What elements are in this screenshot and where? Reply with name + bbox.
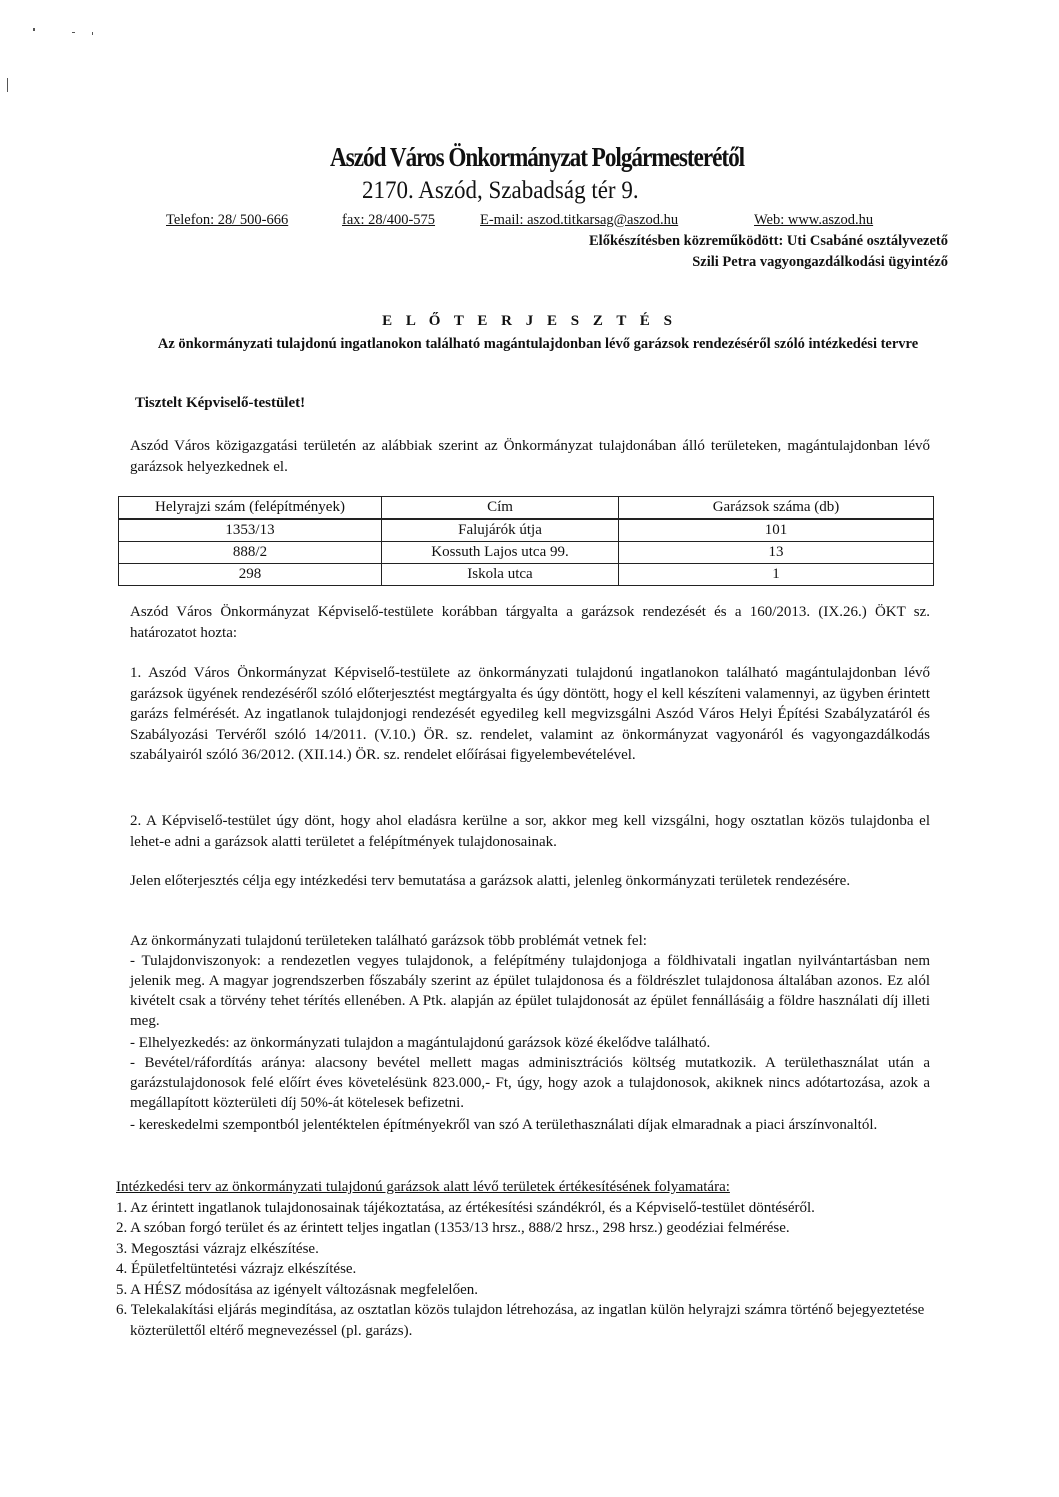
table-row xyxy=(119,542,934,564)
scan-artifact xyxy=(7,78,8,92)
table-cell: 13 xyxy=(619,542,934,564)
table-cell: 1 xyxy=(619,564,934,586)
phone-text: Telefon: 28/ 500-666 xyxy=(166,212,289,228)
table-header-cell: Helyrajzi szám (felépítmények) xyxy=(119,497,382,520)
action-plan-item: 6. Telekalakítási eljárás megindítása, az osztatlan közös tulajdon létrehozása, az ingatlan külön helyrajzi számra történő bejegyeztetése közterülettől eltérő megnevezéssel (pl. garázs). xyxy=(116,1302,925,1339)
salutation: Tisztelt Képviselő-testület! xyxy=(135,395,306,411)
document-subject: Az önkormányzati tulajdonú ingatlanokon található magántulajdonban lévő garázsok rendezéséről szóló intézkedési tervre xyxy=(157,336,919,352)
purpose-paragraph: Jelen előterjesztés célja egy intézkedési terv bemutatása a garázsok alatti, jelenleg önkormányzati területek rendezésére. xyxy=(130,873,851,889)
action-plan-item: 4. Épületfeltüntetési vázrajz elkészítése. xyxy=(116,1261,357,1277)
problem-location: - Elhelyezkedés: az önkormányzati tulajdon a magántulajdonú garázsok közé ékelődve található. xyxy=(130,1035,711,1051)
table-header-cell: Garázsok száma (db) xyxy=(619,497,934,520)
email-link[interactable]: E-mail: aszod.titkarsag@aszod.hu xyxy=(480,212,679,228)
garages-table xyxy=(118,496,934,586)
table-header-cell: Cím xyxy=(382,497,619,520)
table-row xyxy=(119,519,934,542)
scan-artifact xyxy=(92,32,93,35)
table-cell: Kossuth Lajos utca 99. xyxy=(382,542,619,564)
letterhead-title: Aszód Város Önkormányzat Polgármesterétől xyxy=(330,142,745,172)
table-cell: 101 xyxy=(619,519,934,542)
action-plan-item: 2. A szóban forgó terület és az érintett teljes ingatlan (1353/13 hrsz., 888/2 hrsz., 298 hrsz.) geodéziai felmérése. xyxy=(116,1220,790,1236)
prior-resolution-paragraph: Aszód Város Önkormányzat Képviselő-testülete korábban tárgyalta a garázsok rendezését és a 160/2013. (IX.26.) ÖKT sz. határozatot hozta: xyxy=(130,604,930,641)
decision-2-paragraph: 2. A Képviselő-testület úgy dönt, hogy ahol eladásra kerülne a sor, akkor meg kell vizsgálni, hogy osztatlan közös tulajdonba el lehet-e adni a garázsok alatti területet a felépítmények tulajdonosainak. xyxy=(130,813,930,850)
problem-ownership: - Tulajdonviszonyok: a rendezetlen vegyes tulajdonok, a felépítmény tulajdonjoga a földhivatali ingatlan nyilvántartásban nem jelenik meg. A magyar jogrendszerben főszabály szerint az épület tulajdonosa és a földrészlet tulajdonosa általában azonos. Ez alól kivételt csak a törvény tehet térítés ellenében. A Ptk. alapján az épület tulajdonosát az épület fennállásáig a földre használati díj illeti meg. xyxy=(130,953,930,1029)
letterhead-address: 2170. Aszód, Szabadság tér 9. xyxy=(362,177,639,204)
table-cell: 1353/13 xyxy=(119,519,382,542)
action-plan xyxy=(116,1177,956,1341)
prepared-by-line-2: Szili Petra vagyongazdálkodási ügyintéző xyxy=(692,254,948,270)
prepared-by-line-1: Előkészítésben közreműködött: Uti Csabáné osztályvezető xyxy=(589,233,948,249)
problem-commercial: - kereskedelmi szempontból jelentéktelen építményekről van szó A területhasználati díjak elmaradnak a piaci árszínvonaltól. xyxy=(130,1117,878,1133)
problems-intro: Az önkormányzati tulajdonú területeken található garázsok több problémát vetnek fel: xyxy=(130,933,647,949)
problem-revenue: - Bevétel/ráfordítás aránya: alacsony bevétel mellett magas adminisztrációs költség mutatkozik. A területhasználat után a garázstulajdonosok felé előírt éves követelésünk 823.000,- Ft, úgy, hogy azok a tulajdonosok, akiknek nincs adótartozása, azok a megállapított közterületi díj 50%-át kötelesek befizetni. xyxy=(130,1055,930,1111)
document-type-heading: E L Ő T E R J E S Z T É S xyxy=(382,313,677,329)
table-row xyxy=(119,564,934,586)
intro-paragraph: Aszód Város közigazgatási területén az alábbiak szerint az Önkormányzat tulajdonában álló területeken, magántulajdonban lévő garázsok helyezkednek el. xyxy=(130,438,930,475)
scan-artifact xyxy=(72,32,75,33)
fax-text: fax: 28/400-575 xyxy=(342,212,436,228)
table-cell: Iskola utca xyxy=(382,564,619,586)
action-plan-item: 3. Megosztási vázrajz elkészítése. xyxy=(116,1240,319,1257)
table-cell: 298 xyxy=(119,564,382,586)
action-plan-item: 1. Az érintett ingatlanok tulajdonosainak tájékoztatása, az értékesítési szándékról, és a Képviselő-testület döntéséről. xyxy=(116,1199,815,1216)
scan-artifact xyxy=(33,28,35,31)
action-plan-heading: Intézkedési terv az önkormányzati tulajdonú garázsok alatt lévő területek értékesítésének folyamatára: xyxy=(116,1179,730,1195)
table-header-row xyxy=(119,497,934,520)
table-cell: Falujárók útja xyxy=(382,519,619,542)
decision-1-paragraph: 1. Aszód Város Önkormányzat Képviselő-testülete az önkormányzati tulajdonú ingatlanokon található magántulajdonban lévő garázsok ügyének rendezéséről szóló előterjesztést megtárgyalta és úgy döntött, hogy el kell készíteni valamennyi, az ügyben érintett garázs felmérését. Az ingatlanok tulajdonjogi rendezését egyedileg kell megvizsgálni Aszód Város Helyi Építési Szabályzatáról és Szabályozási Tervéről szóló 14/2011. (V.10.) ÖR. sz. rendelet, valamint az önkormányzat vagyonáról és vagyongazdálkodás szabályairól szóló 36/2012. (XII.14.) ÖR. sz. rendelet előírásai figyelembevételével. xyxy=(130,665,930,763)
web-link[interactable]: Web: www.aszod.hu xyxy=(754,212,874,228)
action-plan-item: 5. A HÉSZ módosítása az igényelt változásnak megfelelően. xyxy=(116,1281,478,1298)
table-cell: 888/2 xyxy=(119,542,382,564)
